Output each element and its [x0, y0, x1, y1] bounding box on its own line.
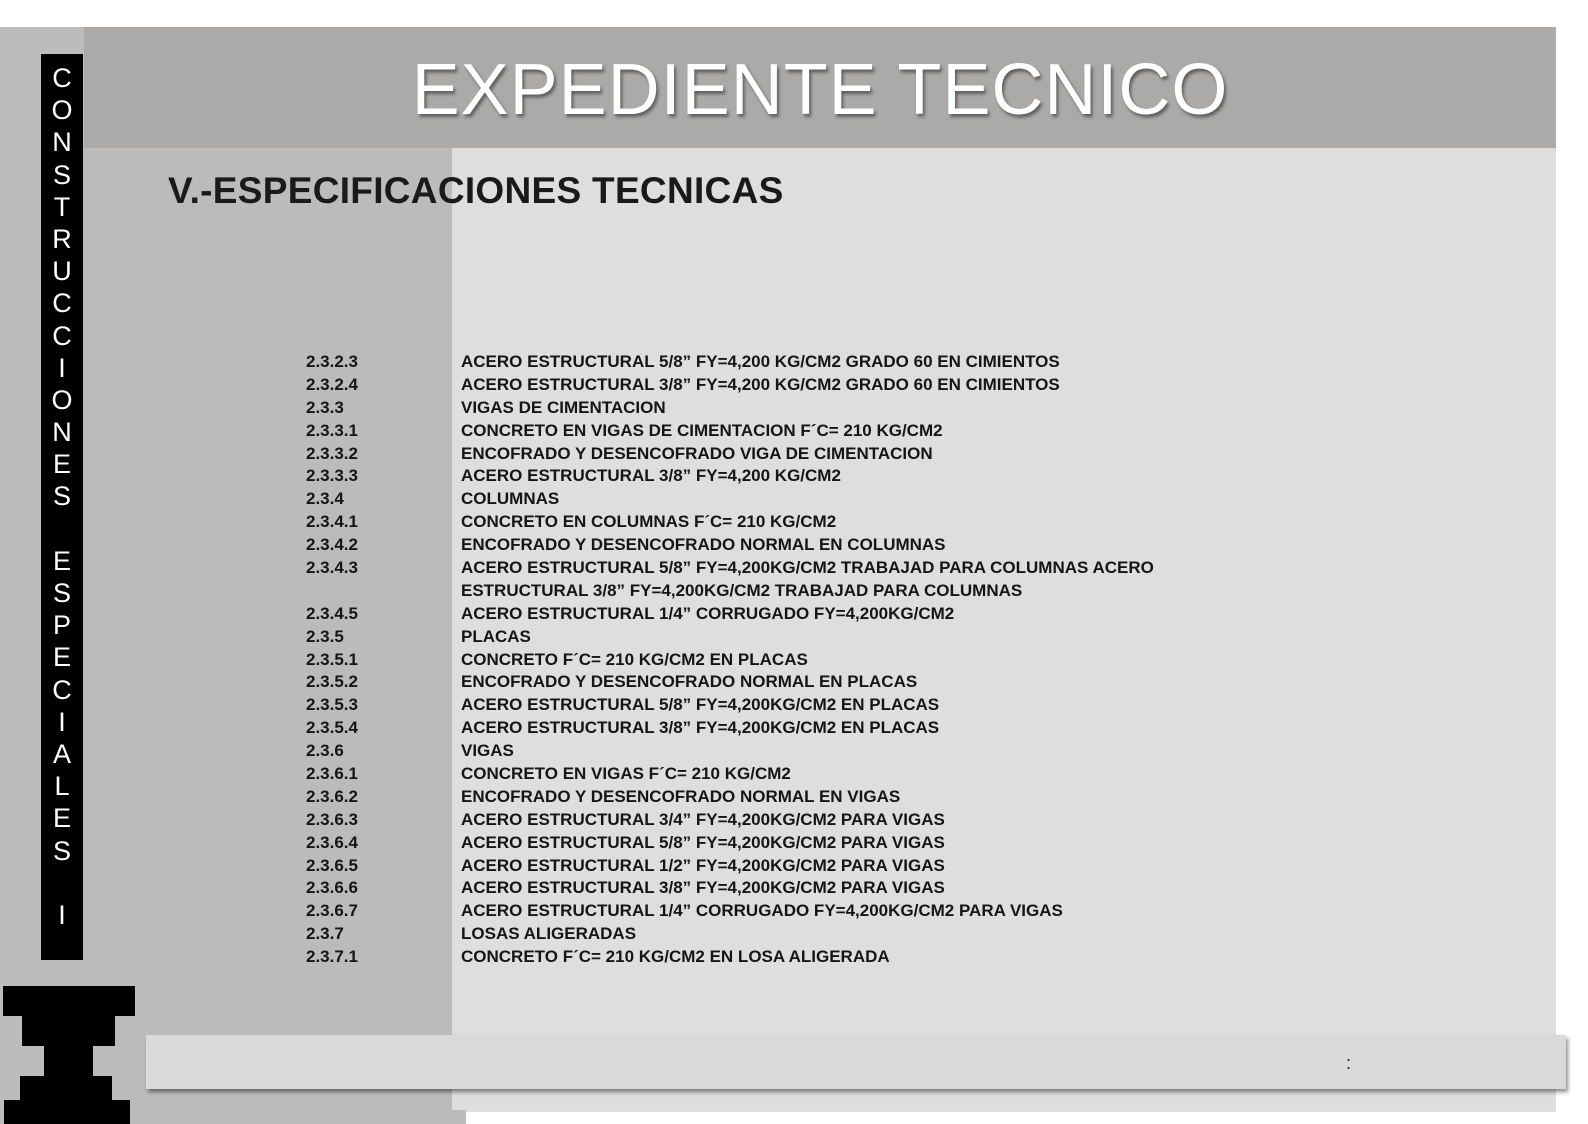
- spec-row: [306, 489, 1306, 512]
- spec-description: CONCRETO F´C= 210 KG/CM2 EN PLACAS: [461, 649, 808, 669]
- spec-code: 2.3.6.7: [306, 901, 358, 921]
- spec-description: PLACAS: [461, 626, 531, 646]
- spec-row: [306, 650, 1306, 673]
- spec-row: [306, 466, 1306, 489]
- spec-row: [306, 787, 1306, 810]
- spec-description: CONCRETO EN VIGAS F´C= 210 KG/CM2: [461, 764, 791, 784]
- spec-description: VIGAS: [461, 741, 514, 761]
- spec-row: [306, 535, 1306, 558]
- spec-description: ENCOFRADO Y DESENCOFRADO NORMAL EN COLUMNAS: [461, 535, 946, 555]
- spec-row: [306, 375, 1306, 398]
- spec-row: [306, 901, 1306, 924]
- spec-code: 2.3.6.3: [306, 809, 358, 829]
- spec-code: 2.3.2.4: [306, 374, 358, 394]
- spec-row: [306, 878, 1306, 901]
- spec-description: CONCRETO EN COLUMNAS F´C= 210 KG/CM2: [461, 512, 837, 532]
- header-band: [84, 27, 1556, 148]
- spec-row: [306, 856, 1306, 879]
- vertical-letter: L: [54, 771, 70, 802]
- spec-code: 2.3.6.6: [306, 878, 358, 898]
- spec-description: ESTRUCTURAL 3/8” FY=4,200KG/CM2 TRABAJAD PARA COLUMNAS: [461, 580, 1023, 600]
- vertical-letter: U: [52, 256, 72, 287]
- vertical-letter: E: [52, 642, 71, 673]
- spec-row: [306, 741, 1306, 764]
- spec-code: 2.3.3.1: [306, 420, 358, 440]
- spec-code: 2.3.6.2: [306, 786, 358, 806]
- spec-row: [306, 833, 1306, 856]
- spec-row: [306, 604, 1306, 627]
- footer-bar: [146, 1035, 1566, 1089]
- spec-description: ACERO ESTRUCTURAL 1/2” FY=4,200KG/CM2 PARA VIGAS: [461, 855, 945, 875]
- spec-description: LOSAS ALIGERADAS: [461, 924, 637, 944]
- spec-code: 2.3.5.4: [306, 718, 358, 738]
- spec-code: 2.3.6.5: [306, 855, 358, 875]
- spec-code: 2.3.3: [306, 397, 344, 417]
- header-title: EXPEDIENTE TECNICO: [411, 50, 1229, 130]
- page-title: V.-ESPECIFICACIONES TECNICAS: [168, 170, 784, 211]
- vertical-letter: P: [52, 610, 71, 641]
- spec-row: [306, 695, 1306, 718]
- spec-description: VIGAS DE CIMENTACION: [461, 397, 666, 417]
- vertical-letter: R: [52, 223, 72, 254]
- vertical-letter: [58, 513, 66, 545]
- spec-code: 2.3.3.2: [306, 443, 358, 463]
- spec-description: ACERO ESTRUCTURAL 1/4” CORRUGADO FY=4,200KG/CM2 PARA VIGAS: [461, 901, 1063, 921]
- spec-description: ACERO ESTRUCTURAL 3/8” FY=4,200KG/CM2 EN PLACAS: [461, 718, 940, 738]
- vertical-letter: C: [52, 288, 72, 319]
- spec-description: ENCOFRADO Y DESENCOFRADO NORMAL EN VIGAS: [461, 786, 901, 806]
- spec-row: [306, 558, 1306, 581]
- vertical-letter: A: [52, 738, 71, 769]
- spec-description: ACERO ESTRUCTURAL 5/8” FY=4,200KG/CM2 PARA VIGAS: [461, 832, 945, 852]
- spec-code: 2.3.4.1: [306, 512, 358, 532]
- vertical-letter: S: [52, 835, 71, 866]
- spec-row: [306, 352, 1306, 375]
- vertical-letter: C: [52, 320, 72, 351]
- vertical-letter: O: [51, 95, 73, 126]
- vertical-letter: I: [58, 352, 66, 383]
- vertical-letter: T: [53, 191, 71, 222]
- spec-code: 2.3.6: [306, 741, 344, 761]
- vertical-letter: N: [52, 127, 72, 158]
- spec-code: 2.3.7.1: [306, 947, 358, 967]
- spec-code: 2.3.4: [306, 489, 344, 509]
- spec-description: ENCOFRADO Y DESENCOFRADO NORMAL EN PLACAS: [461, 672, 918, 692]
- spec-code: 2.3.5.2: [306, 672, 358, 692]
- spec-description: ACERO ESTRUCTURAL 5/8” FY=4,200KG/CM2 EN PLACAS: [461, 695, 940, 715]
- vertical-letter: C: [52, 63, 72, 93]
- spec-code: 2.3.3.3: [306, 466, 358, 486]
- vertical-letter: E: [52, 545, 71, 576]
- vertical-letter: S: [52, 159, 71, 190]
- spec-description: ACERO ESTRUCTURAL 3/4” FY=4,200KG/CM2 PARA VIGAS: [461, 809, 945, 829]
- spec-description: ACERO ESTRUCTURAL 3/8” FY=4,200KG/CM2 PARA VIGAS: [461, 878, 945, 898]
- vertical-company-name: [41, 54, 83, 960]
- spec-row: [306, 421, 1306, 444]
- vertical-letter: I: [58, 706, 66, 737]
- spec-row: [306, 627, 1306, 650]
- spec-description: CONCRETO EN VIGAS DE CIMENTACION F´C= 210 KG/CM2: [461, 420, 943, 440]
- spec-code: 2.3.4.2: [306, 535, 358, 555]
- spec-row: [306, 512, 1306, 535]
- spec-row: [306, 398, 1306, 421]
- footer-text: :: [1346, 1053, 1352, 1073]
- bottom-left-extension: [130, 1110, 466, 1124]
- spec-description: COLUMNAS: [461, 489, 560, 509]
- spec-code: 2.3.5.3: [306, 695, 358, 715]
- spec-description: ENCOFRADO Y DESENCOFRADO VIGA DE CIMENTACION: [461, 443, 933, 463]
- spec-list: [306, 352, 1306, 970]
- vertical-letter: E: [52, 449, 71, 480]
- spec-code: 2.3.7: [306, 924, 344, 944]
- spec-description: ACERO ESTRUCTURAL 3/8” FY=4,200 KG/CM2 GRADO 60 EN CIMIENTOS: [461, 374, 1060, 394]
- spec-row: [306, 718, 1306, 741]
- spec-row: [306, 672, 1306, 695]
- spec-code: 2.3.4.3: [306, 558, 358, 578]
- spec-description: ACERO ESTRUCTURAL 3/8” FY=4,200 KG/CM2: [461, 466, 841, 486]
- spec-code: 2.3.4.5: [306, 603, 358, 623]
- spec-row: [306, 947, 1306, 970]
- spec-description: ACERO ESTRUCTURAL 1/4” CORRUGADO FY=4,200KG/CM2: [461, 603, 955, 623]
- vertical-letter: E: [52, 803, 71, 834]
- vertical-letter: C: [52, 674, 72, 705]
- spec-row: [306, 924, 1306, 947]
- spec-row: [306, 581, 1306, 604]
- vertical-letter: O: [51, 384, 73, 415]
- vertical-letter: N: [52, 417, 72, 448]
- vertical-letter: [58, 867, 66, 899]
- spec-row: [306, 444, 1306, 467]
- spec-description: CONCRETO F´C= 210 KG/CM2 EN LOSA ALIGERADA: [461, 947, 890, 967]
- spec-row: [306, 764, 1306, 787]
- spec-row: [306, 810, 1306, 833]
- spec-code: 2.3.5.1: [306, 649, 358, 669]
- vertical-letter: I: [58, 899, 66, 930]
- vertical-letter: S: [52, 578, 71, 608]
- spec-code: 2.3.2.3: [306, 352, 358, 371]
- spec-description: ACERO ESTRUCTURAL 5/8” FY=4,200KG/CM2 TRABAJAD PARA COLUMNAS ACERO: [461, 558, 1154, 578]
- spec-description: ACERO ESTRUCTURAL 5/8” FY=4,200 KG/CM2 GRADO 60 EN CIMIENTOS: [461, 352, 1060, 371]
- spec-code: 2.3.6.4: [306, 832, 358, 852]
- spec-code: 2.3.5: [306, 626, 344, 646]
- vertical-letter: S: [52, 481, 71, 512]
- spec-code: 2.3.6.1: [306, 764, 358, 784]
